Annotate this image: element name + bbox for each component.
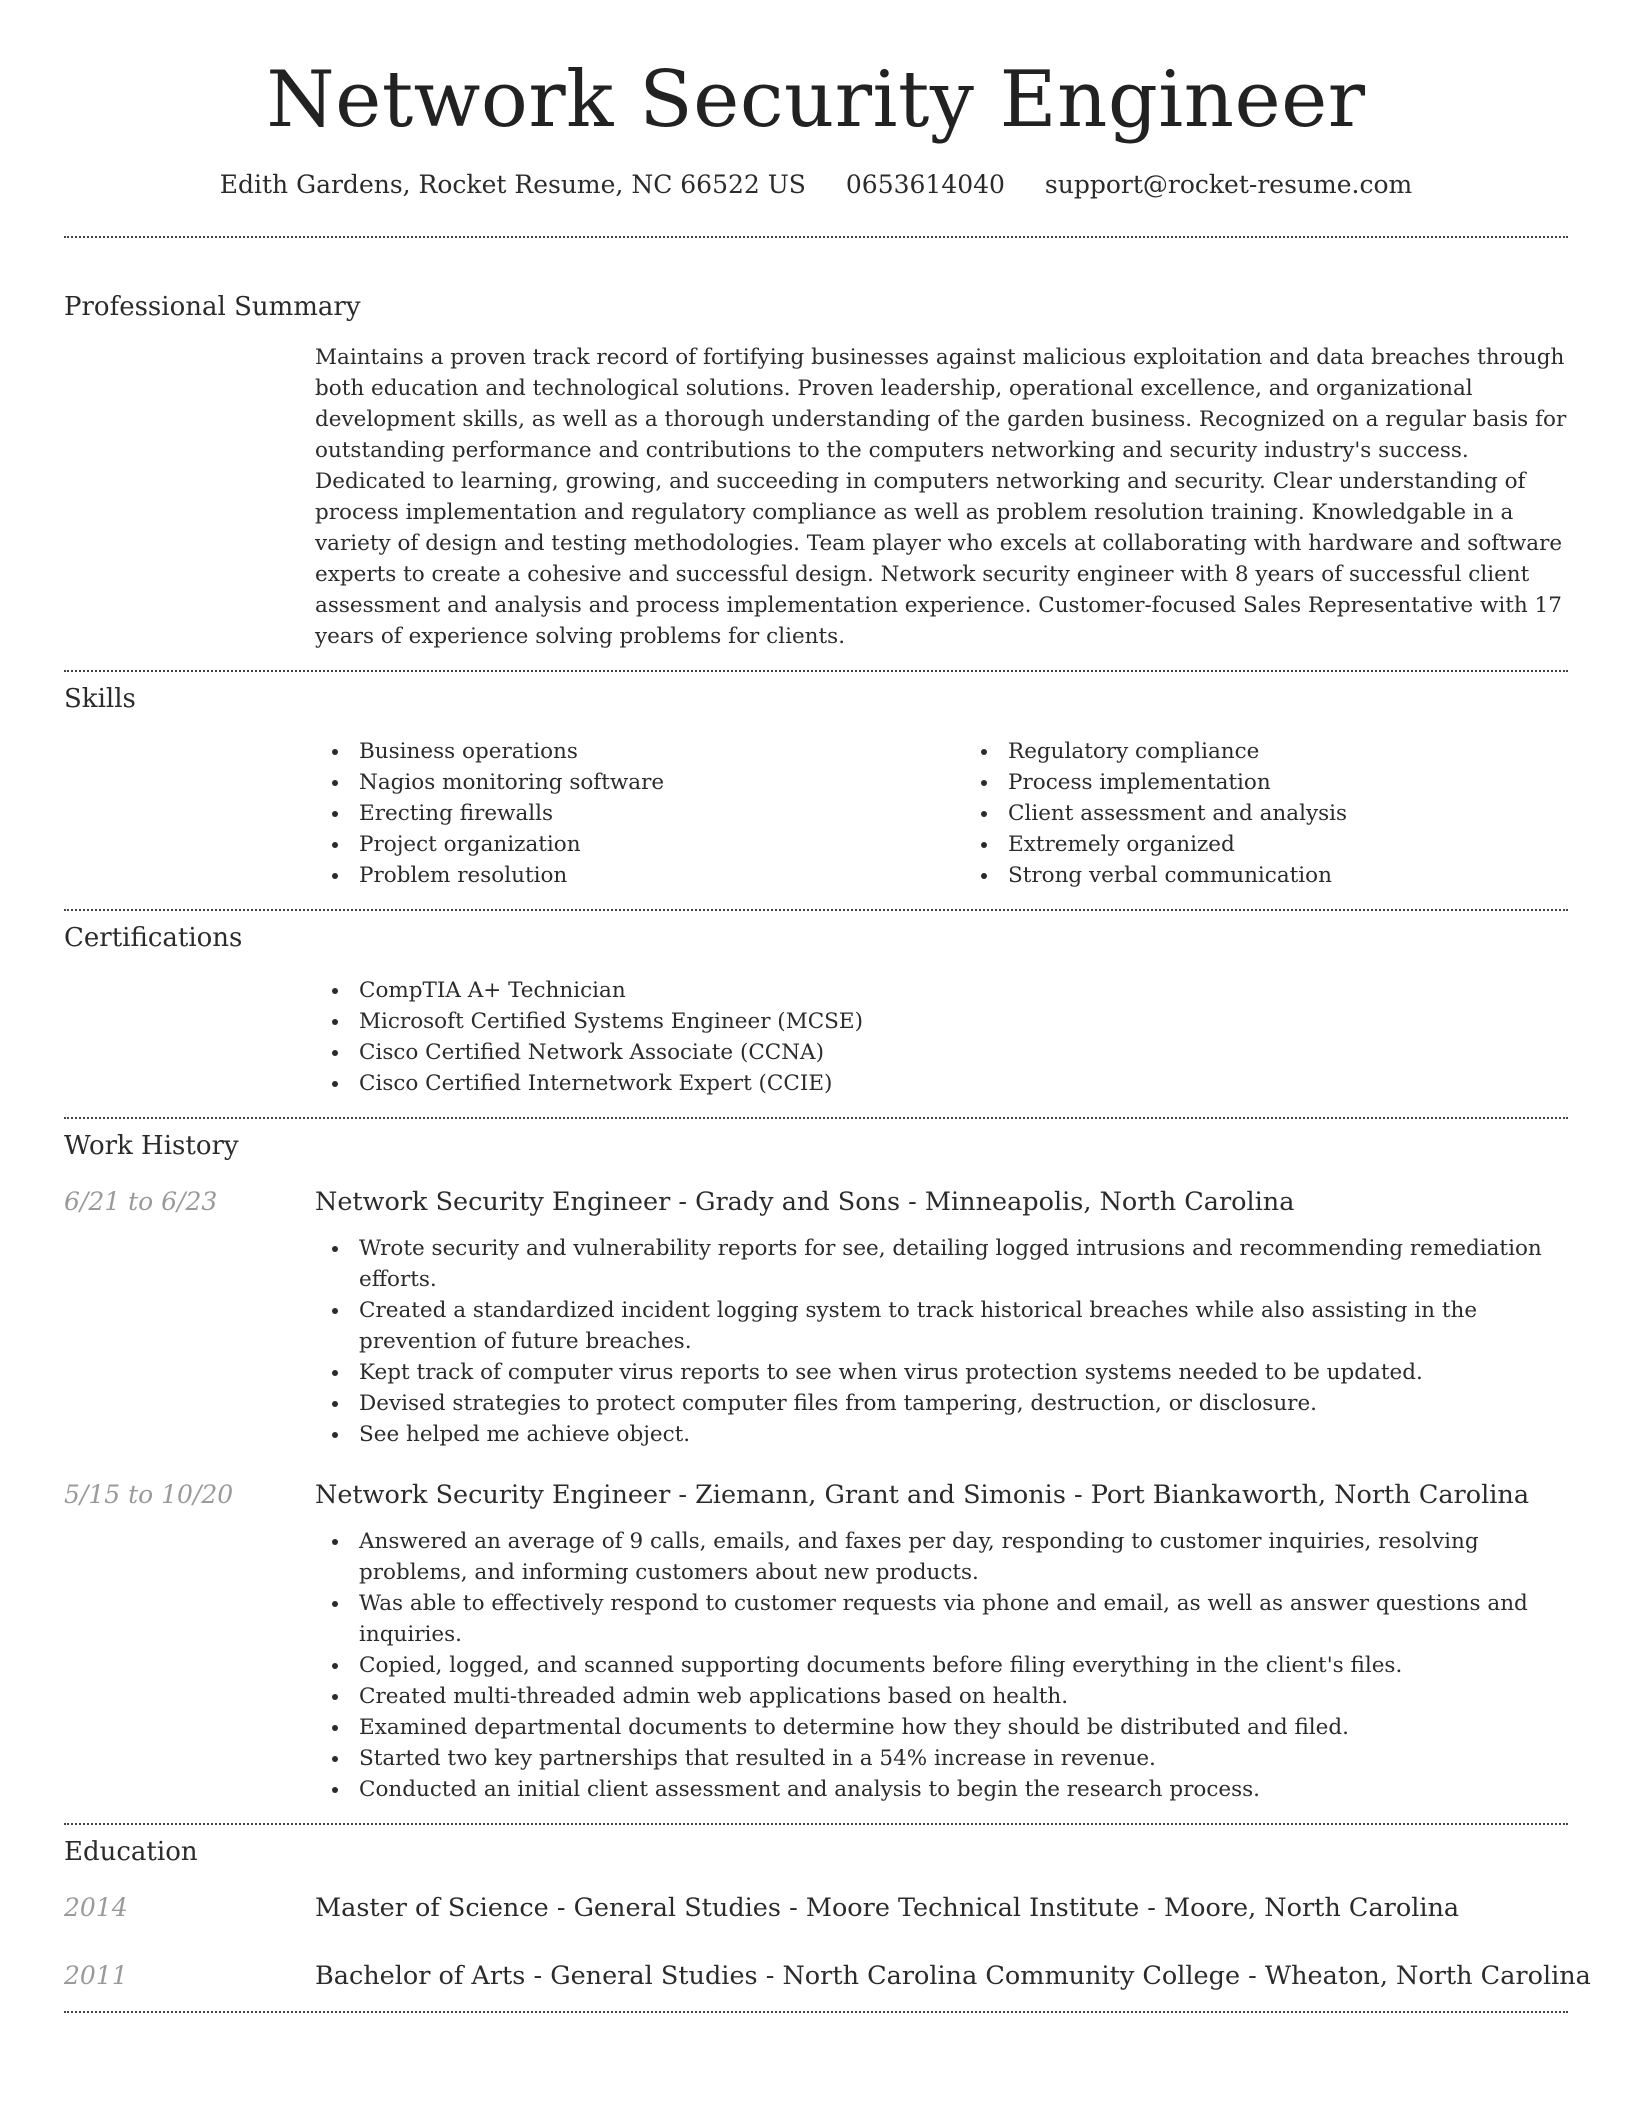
education-degree: Master of Science <box>315 1893 549 1923</box>
job-header-row <box>64 1185 1568 1219</box>
education-year: 2014 <box>64 1893 128 1922</box>
list-item: Kept track of computer virus reports to see when virus protection systems needed to be updated. <box>359 1357 1568 1388</box>
resume-title: Network Security Engineer <box>266 55 1366 145</box>
job-header-row <box>64 1478 1568 1512</box>
separator: - <box>757 1961 783 1991</box>
list-item: Problem resolution <box>359 860 919 891</box>
list-item: Strong verbal communication <box>1008 860 1568 891</box>
separator: - <box>1065 1480 1091 1510</box>
job-heading <box>315 1185 1294 1219</box>
education-heading <box>315 1959 1591 1993</box>
contact-line <box>64 168 1568 202</box>
section-title-certifications: Certifications <box>64 923 243 953</box>
list-item: Cisco Certified Internetwork Expert (CCIE) <box>359 1068 1568 1099</box>
list-item: Process implementation <box>1008 767 1568 798</box>
education-heading <box>315 1891 1459 1925</box>
list-item: Devised strategies to protect computer files from tampering, destruction, or disclosure. <box>359 1388 1568 1419</box>
list-item: Conducted an initial client assessment and analysis to begin the research process. <box>359 1774 1568 1805</box>
list-item: Business operations <box>359 736 919 767</box>
section-title-education: Education <box>64 1837 198 1867</box>
job-company: Ziemann, Grant and Simonis <box>695 1480 1066 1510</box>
work-history-section <box>64 1119 1568 1805</box>
separator: - <box>670 1187 696 1217</box>
section-title-summary: Professional Summary <box>64 292 361 322</box>
job-location: Minneapolis, North Carolina <box>924 1187 1295 1217</box>
list-item: Created multi-threaded admin web applications based on health. <box>359 1681 1568 1712</box>
contact-phone: 0653614040 <box>845 170 1005 199</box>
separator: - <box>525 1961 551 1991</box>
separator: - <box>548 1893 574 1923</box>
summary-section <box>64 238 1568 652</box>
job-dates: 5/15 to 10/20 <box>64 1480 234 1509</box>
divider <box>64 2011 1568 2013</box>
list-item: Wrote security and vulnerability reports for see, detailing logged intrusions and recommending remediation efforts. <box>359 1233 1568 1295</box>
list-item: Was able to effectively respond to customer requests via phone and email, as well as answer questions and inquiries. <box>359 1588 1568 1650</box>
skills-column-right <box>964 736 1568 891</box>
separator: - <box>1139 1893 1164 1923</box>
list-item: Examined departmental documents to determine how they should be distributed and filed. <box>359 1712 1568 1743</box>
education-field: General Studies <box>550 1961 758 1991</box>
contact-email[interactable]: support@rocket-resume.com <box>1044 170 1413 199</box>
list-item: Created a standardized incident logging system to track historical breaches while also assisting in the prevention of future breaches. <box>359 1295 1568 1357</box>
list-item: Client assessment and analysis <box>1008 798 1568 829</box>
education-entry <box>64 1959 1591 1993</box>
resume-header <box>64 0 1568 202</box>
education-location: Moore, North Carolina <box>1164 1893 1460 1923</box>
job-dates: 6/21 to 6/23 <box>64 1187 218 1216</box>
separator: - <box>670 1480 696 1510</box>
section-title-skills: Skills <box>64 684 136 714</box>
job-entry <box>64 1185 1568 1450</box>
job-bullets <box>315 1526 1568 1805</box>
list-item: Regulatory compliance <box>1008 736 1568 767</box>
list-item: Nagios monitoring software <box>359 767 919 798</box>
job-bullets <box>315 1233 1568 1450</box>
certifications-list <box>315 975 1568 1099</box>
list-item: Erecting firewalls <box>359 798 919 829</box>
list-item: CompTIA A+ Technician <box>359 975 1568 1006</box>
skills-section <box>64 672 1568 891</box>
education-year: 2011 <box>64 1961 128 1990</box>
skills-column-left <box>315 736 919 891</box>
list-item: Microsoft Certified Systems Engineer (MCSE) <box>359 1006 1568 1037</box>
section-title-work-history: Work History <box>64 1131 239 1161</box>
list-item: Cisco Certified Network Associate (CCNA) <box>359 1037 1568 1068</box>
skills-list <box>315 736 1568 891</box>
job-company: Grady and Sons <box>695 1187 901 1217</box>
education-school: Moore Technical Institute <box>805 1893 1140 1923</box>
summary-text: Maintains a proven track record of fortifying businesses against malicious exploitation and data breaches through both education and technological solutions. Proven leadership, operational excellence, and organizational development skills, as well as a thorough understanding of the garden business. Recognized on a regular basis for outstanding performance and contributions to the computers networking and security industry's success. Dedicated to learning, growing, and succeeding in computers networking and security. Clear understanding of process implementation and regulatory compliance as well as problem resolution training. Knowledgable in a variety of design and testing methodologies. Team player who excels at collaborating with hardware and software experts to create a cohesive and successful design. Network security engineer with 8 years of successful client assessment and analysis and process implementation experience. Customer-focused Sales Representative with 17 years of experience solving problems for clients. <box>315 345 1567 649</box>
separator: - <box>781 1893 806 1923</box>
contact-address: Edith Gardens, Rocket Resume, NC 66522 US <box>219 170 806 199</box>
list-item: Answered an average of 9 calls, emails, and faxes per day, responding to customer inquiries, resolving problems, and informing customers about new products. <box>359 1526 1568 1588</box>
list-item: See helped me achieve object. <box>359 1419 1568 1450</box>
education-section <box>64 1825 1591 1993</box>
list-item: Extremely organized <box>1008 829 1568 860</box>
education-degree: Bachelor of Arts <box>315 1961 526 1991</box>
education-location: Wheaton, North Carolina <box>1264 1961 1591 1991</box>
education-entry <box>64 1891 1568 1925</box>
job-location: Port Biankaworth, North Carolina <box>1090 1480 1530 1510</box>
certifications-section <box>64 911 1568 1099</box>
job-role: Network Security Engineer <box>315 1480 671 1510</box>
education-school: North Carolina Community College <box>782 1961 1241 1991</box>
list-item: Started two key partnerships that resulted in a 54% increase in revenue. <box>359 1743 1568 1774</box>
separator: - <box>1240 1961 1265 1991</box>
list-item: Project organization <box>359 829 919 860</box>
separator: - <box>900 1187 925 1217</box>
job-role: Network Security Engineer <box>315 1187 671 1217</box>
resume-page <box>64 0 1591 2013</box>
list-item: Copied, logged, and scanned supporting documents before filing everything in the client's files. <box>359 1650 1568 1681</box>
education-field: General Studies <box>573 1893 781 1923</box>
job-entry <box>64 1478 1568 1805</box>
job-heading <box>315 1478 1529 1512</box>
